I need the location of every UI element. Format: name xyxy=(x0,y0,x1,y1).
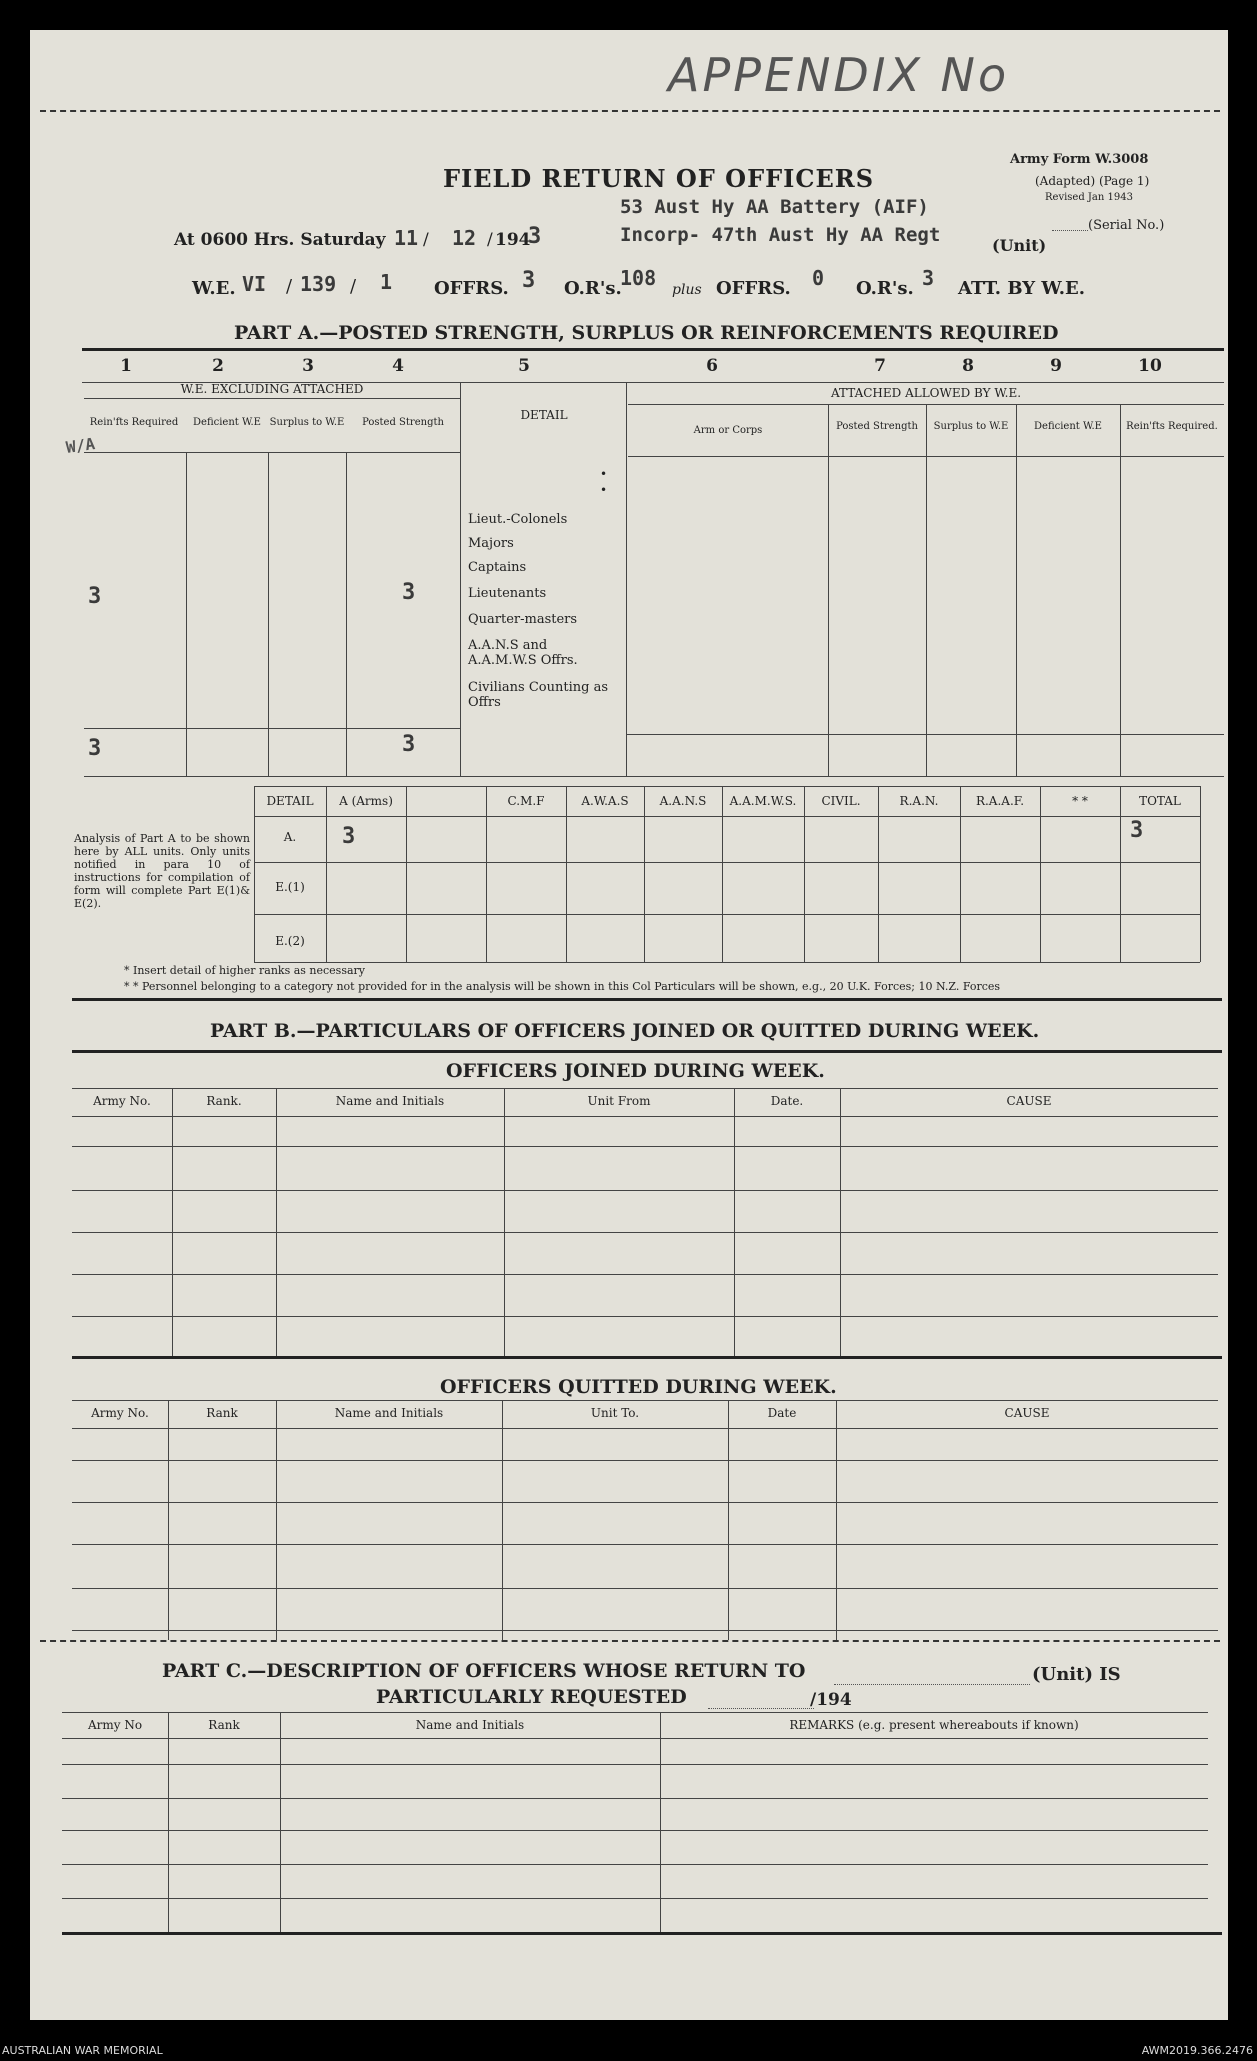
table-row-rule xyxy=(72,1588,1218,1589)
analysis-col-rule xyxy=(1200,786,1201,962)
table-row-rule xyxy=(72,1460,1218,1461)
analysis-row-rule xyxy=(254,914,1200,915)
table-top-rule xyxy=(62,1712,1208,1713)
hand-reinf-lieutenants: 3 xyxy=(88,584,102,609)
part-a-right-header: Arm or Corps xyxy=(693,425,763,436)
table-header-cell: Rank xyxy=(206,1406,238,1420)
table-header-cell: Army No xyxy=(87,1718,143,1732)
table-header-rule xyxy=(72,1116,1218,1117)
detail-row-label: Lieutenants xyxy=(468,586,547,601)
part-a-right-header: Rein'fts Required. xyxy=(1126,421,1218,432)
column-number: 3 xyxy=(302,356,314,376)
analysis-col-rule xyxy=(722,786,723,962)
table-col-rule xyxy=(660,1712,661,1932)
middle-perforation xyxy=(40,1640,1220,1642)
part-a-left-header: Rein'fts Required xyxy=(89,417,179,428)
column-number: 5 xyxy=(518,356,530,376)
table-header-cell: Rank xyxy=(208,1718,240,1732)
detail-row-label: Lieut.-Colonels xyxy=(468,512,568,527)
column-rule xyxy=(828,404,829,776)
analysis-header: A.W.A.S xyxy=(581,794,629,808)
table-row-rule xyxy=(72,1316,1218,1317)
column-rule xyxy=(1120,404,1121,776)
part-a-left-header: Deficient W.E xyxy=(193,417,261,428)
part-a-total-rule-left xyxy=(84,728,460,729)
group-left-underline xyxy=(84,398,460,399)
table-header-cell: REMARKS (e.g. present whereabouts if known) xyxy=(789,1718,1079,1732)
part-a-right-header: Posted Strength xyxy=(836,421,918,432)
analysis-header: A (Arms) xyxy=(339,794,393,808)
table-row-rule xyxy=(72,1146,1218,1147)
detail-bullets: • • xyxy=(600,467,608,497)
joined-title: OFFICERS JOINED DURING WEEK. xyxy=(446,1060,825,1082)
table-header-cell: Army No. xyxy=(93,1094,151,1108)
part-c-title-year: /194 xyxy=(810,1690,852,1710)
form-title: FIELD RETURN OF OFFICERS xyxy=(443,164,875,193)
we-value-1: VI xyxy=(242,272,267,296)
analysis-col-rule xyxy=(566,786,567,962)
analysis-header: R.A.A.F. xyxy=(975,794,1025,808)
table-col-rule xyxy=(836,1400,837,1640)
analysis-col-rule xyxy=(960,786,961,962)
part-a-subheader-rule-left xyxy=(84,452,460,453)
quitted-title: OFFICERS QUITTED DURING WEEK. xyxy=(440,1376,837,1398)
table-row-rule xyxy=(62,1798,1208,1799)
serial-label: (Serial No.) xyxy=(1088,218,1165,233)
part-c-unit-dots xyxy=(834,1684,1030,1685)
column-number: 6 xyxy=(706,356,718,376)
table-col-rule xyxy=(168,1400,169,1640)
analysis-col-rule xyxy=(326,786,327,962)
we-sep-2: / xyxy=(350,276,357,297)
army-form-number: Army Form W.3008 xyxy=(1010,152,1149,167)
unit-stamp-line1: 53 Aust Hy AA Battery (AIF) xyxy=(620,196,929,218)
detail-row-label: Majors xyxy=(468,536,514,551)
column-number: 4 xyxy=(392,356,404,376)
column-rule xyxy=(460,382,461,776)
table-col-rule xyxy=(168,1712,169,1932)
we-sep-1: / xyxy=(286,276,293,297)
at-hours-label: At 0600 Hrs. Saturday xyxy=(174,230,386,250)
date-sep-1: / xyxy=(423,230,429,250)
ors2-value: 3 xyxy=(922,266,935,290)
table-col-rule xyxy=(734,1088,735,1356)
table-header-cell: Army No. xyxy=(91,1406,149,1420)
table-header-cell: Unit To. xyxy=(590,1406,640,1420)
column-number: 8 xyxy=(962,356,974,376)
table-row-rule xyxy=(72,1190,1218,1191)
analysis-header: A.A.N.S xyxy=(659,794,707,808)
table-col-rule xyxy=(276,1088,277,1356)
table-col-rule xyxy=(728,1400,729,1640)
column-rule xyxy=(1016,404,1017,776)
analysis-row-label: E.(1) xyxy=(275,880,305,894)
column-rule xyxy=(626,382,627,776)
table-row-rule xyxy=(72,1274,1218,1275)
analysis-header: C.M.F xyxy=(507,794,545,808)
table-row-rule xyxy=(62,1898,1208,1899)
analysis-col-rule xyxy=(644,786,645,962)
table-header-rule xyxy=(62,1738,1208,1739)
analysis-header: DETAIL xyxy=(266,794,314,808)
part-b-title-rule xyxy=(72,1050,1222,1053)
group-left-header: W.E. EXCLUDING ATTACHED xyxy=(180,382,364,396)
table-top-rule xyxy=(72,1088,1218,1089)
part-a-right-header: Surplus to W.E xyxy=(933,421,1009,432)
plus-label: plus xyxy=(672,282,702,298)
table-col-rule xyxy=(840,1088,841,1356)
analysis-col-rule xyxy=(878,786,879,962)
analysis-col-rule xyxy=(486,786,487,962)
date-sep-2: / xyxy=(487,230,493,250)
analysis-note: Analysis of Part A to be shown here by ALL units. Only units notified in para 10 of instructions for compilation of form will complete Part E(1)& E(2). xyxy=(74,832,250,910)
date-year-prefix: 194 xyxy=(495,230,531,250)
table-header-cell: Unit From xyxy=(587,1094,651,1108)
analysis-header: TOTAL xyxy=(1139,794,1181,808)
offrs-value: 3 xyxy=(522,268,536,293)
hand-posted-lieutenants: 3 xyxy=(402,580,416,605)
hand-analysis-a: 3 xyxy=(342,824,356,849)
table-row-rule xyxy=(72,1502,1218,1503)
analysis-col-rule xyxy=(804,786,805,962)
table-col-rule xyxy=(502,1400,503,1640)
analysis-row-label: A. xyxy=(283,830,297,844)
table-row-rule xyxy=(72,1630,1218,1631)
analysis-row-rule xyxy=(254,962,1200,963)
analysis-row-rule xyxy=(254,786,1200,787)
date-month: 12 xyxy=(452,226,477,250)
table-header-cell: Name and Initials xyxy=(335,1094,445,1108)
hand-posted-total: 3 xyxy=(402,732,416,757)
table-col-rule xyxy=(172,1088,173,1356)
table-header-cell: Rank. xyxy=(206,1094,242,1108)
ors2-label: O.R's. xyxy=(856,278,914,299)
top-perforation xyxy=(40,110,1220,112)
part-a-title: PART A.—POSTED STRENGTH, SURPLUS OR REINFORCEMENTS REQUIRED xyxy=(234,322,1059,344)
ors-label: O.R's. xyxy=(564,278,622,299)
part-a-left-header: Posted Strength xyxy=(362,417,444,428)
serial-dots xyxy=(1052,230,1088,231)
analysis-header: CIVIL. xyxy=(821,794,861,808)
table-header-cell: Name and Initials xyxy=(415,1718,525,1732)
footnote-2: * * Personnel belonging to a category not provided for in the analysis will be shown in this Col Particulars will be shown, e.g., 20 U.K. Forces; 10 N.Z. Forces xyxy=(124,980,1001,993)
column-number: 9 xyxy=(1050,356,1062,376)
footer-left: AUSTRALIAN WAR MEMORIAL xyxy=(2,2044,163,2057)
detail-row-label: A.A.N.S and A.A.M.W.S Offrs. xyxy=(468,638,578,668)
offrs2-value: 0 xyxy=(812,266,825,290)
detail-row-label: Captains xyxy=(468,560,527,575)
detail-header: DETAIL xyxy=(520,408,568,422)
table-row-rule xyxy=(62,1764,1208,1765)
table-header-cell: Name and Initials xyxy=(334,1406,444,1420)
date-year-digit: 3 xyxy=(528,224,542,249)
table-header-cell: CAUSE xyxy=(1006,1094,1052,1108)
table-header-cell: Date. xyxy=(770,1094,804,1108)
table-top-rule xyxy=(72,1400,1218,1401)
part-c-title-line1: PART C.—DESCRIPTION OF OFFICERS WHOSE RETURN TO xyxy=(162,1660,806,1682)
part-c-title-line2: PARTICULARLY REQUESTED xyxy=(376,1686,687,1708)
part-a-end-rule xyxy=(72,998,1222,1001)
table-row-rule xyxy=(62,1830,1208,1831)
table-row-rule xyxy=(72,1232,1218,1233)
part-a-bottom-rule xyxy=(84,776,1224,777)
table-col-rule xyxy=(280,1712,281,1932)
group-right-header: ATTACHED ALLOWED BY W.E. xyxy=(830,386,1022,400)
analysis-col-rule xyxy=(1040,786,1041,962)
column-rule xyxy=(186,452,187,776)
offrs2-label: OFFRS. xyxy=(716,278,791,299)
table-col-rule xyxy=(276,1400,277,1640)
hand-analysis-total: 3 xyxy=(1130,818,1144,843)
column-rule xyxy=(926,404,927,776)
handwritten-appendix-note: APPENDIX No xyxy=(668,48,1010,102)
table-header-rule xyxy=(72,1428,1218,1429)
analysis-row-label: E.(2) xyxy=(275,934,305,948)
we-value-2: 139 xyxy=(300,272,337,296)
army-form-revised: Revised Jan 1943 xyxy=(1045,192,1133,203)
table-row-rule xyxy=(72,1544,1218,1545)
footer-right: AWM2019.366.2476 xyxy=(1141,2044,1253,2057)
we-value-3: 1 xyxy=(380,270,393,294)
att-label: ATT. BY W.E. xyxy=(958,278,1086,299)
part-c-end-rule xyxy=(62,1932,1222,1935)
column-number: 1 xyxy=(120,356,132,376)
analysis-header: * * xyxy=(1072,794,1088,808)
detail-row-label: Quarter-masters xyxy=(468,612,578,627)
column-rule xyxy=(346,452,347,776)
column-number: 2 xyxy=(212,356,224,376)
analysis-header: A.A.M.W.S. xyxy=(729,794,797,808)
part-c-date-dots xyxy=(708,1708,814,1709)
analysis-col-rule xyxy=(1120,786,1121,962)
table-header-cell: CAUSE xyxy=(1004,1406,1050,1420)
hand-wa-mark: W/A xyxy=(64,434,97,457)
date-day: 11 xyxy=(394,226,419,250)
joined-end-rule xyxy=(72,1356,1222,1359)
column-number: 7 xyxy=(874,356,886,376)
part-b-title: PART B.—PARTICULARS OF OFFICERS JOINED OR QUITTED DURING WEEK. xyxy=(210,1020,1040,1042)
analysis-header: R.A.N. xyxy=(899,794,939,808)
part-c-title-unit: (Unit) IS xyxy=(1032,1664,1121,1685)
army-form-adapted: (Adapted) (Page 1) xyxy=(1035,174,1150,188)
column-rule xyxy=(268,452,269,776)
hand-reinf-total: 3 xyxy=(88,736,102,761)
part-a-right-header: Deficient W.E xyxy=(1034,421,1102,432)
unit-label: (Unit) xyxy=(992,236,1047,255)
part-a-total-rule-right xyxy=(626,734,1224,735)
footnote-1: * Insert detail of higher ranks as necessary xyxy=(124,964,365,977)
analysis-row-rule xyxy=(254,816,1200,817)
table-header-cell: Date xyxy=(767,1406,797,1420)
we-label: W.E. xyxy=(192,278,236,299)
analysis-row-rule xyxy=(254,862,1200,863)
ors-value: 108 xyxy=(620,266,657,290)
detail-row-label: Civilians Counting as Offrs xyxy=(468,680,608,710)
table-row-rule xyxy=(62,1864,1208,1865)
part-a-left-header: Surplus to W.E xyxy=(269,417,345,428)
column-number: 10 xyxy=(1138,356,1162,376)
table-col-rule xyxy=(504,1088,505,1356)
analysis-col-rule xyxy=(406,786,407,962)
offrs-label: OFFRS. xyxy=(434,278,509,299)
unit-stamp-line2: Incorp- 47th Aust Hy AA Regt xyxy=(620,224,941,246)
part-a-top-rule xyxy=(82,348,1224,351)
